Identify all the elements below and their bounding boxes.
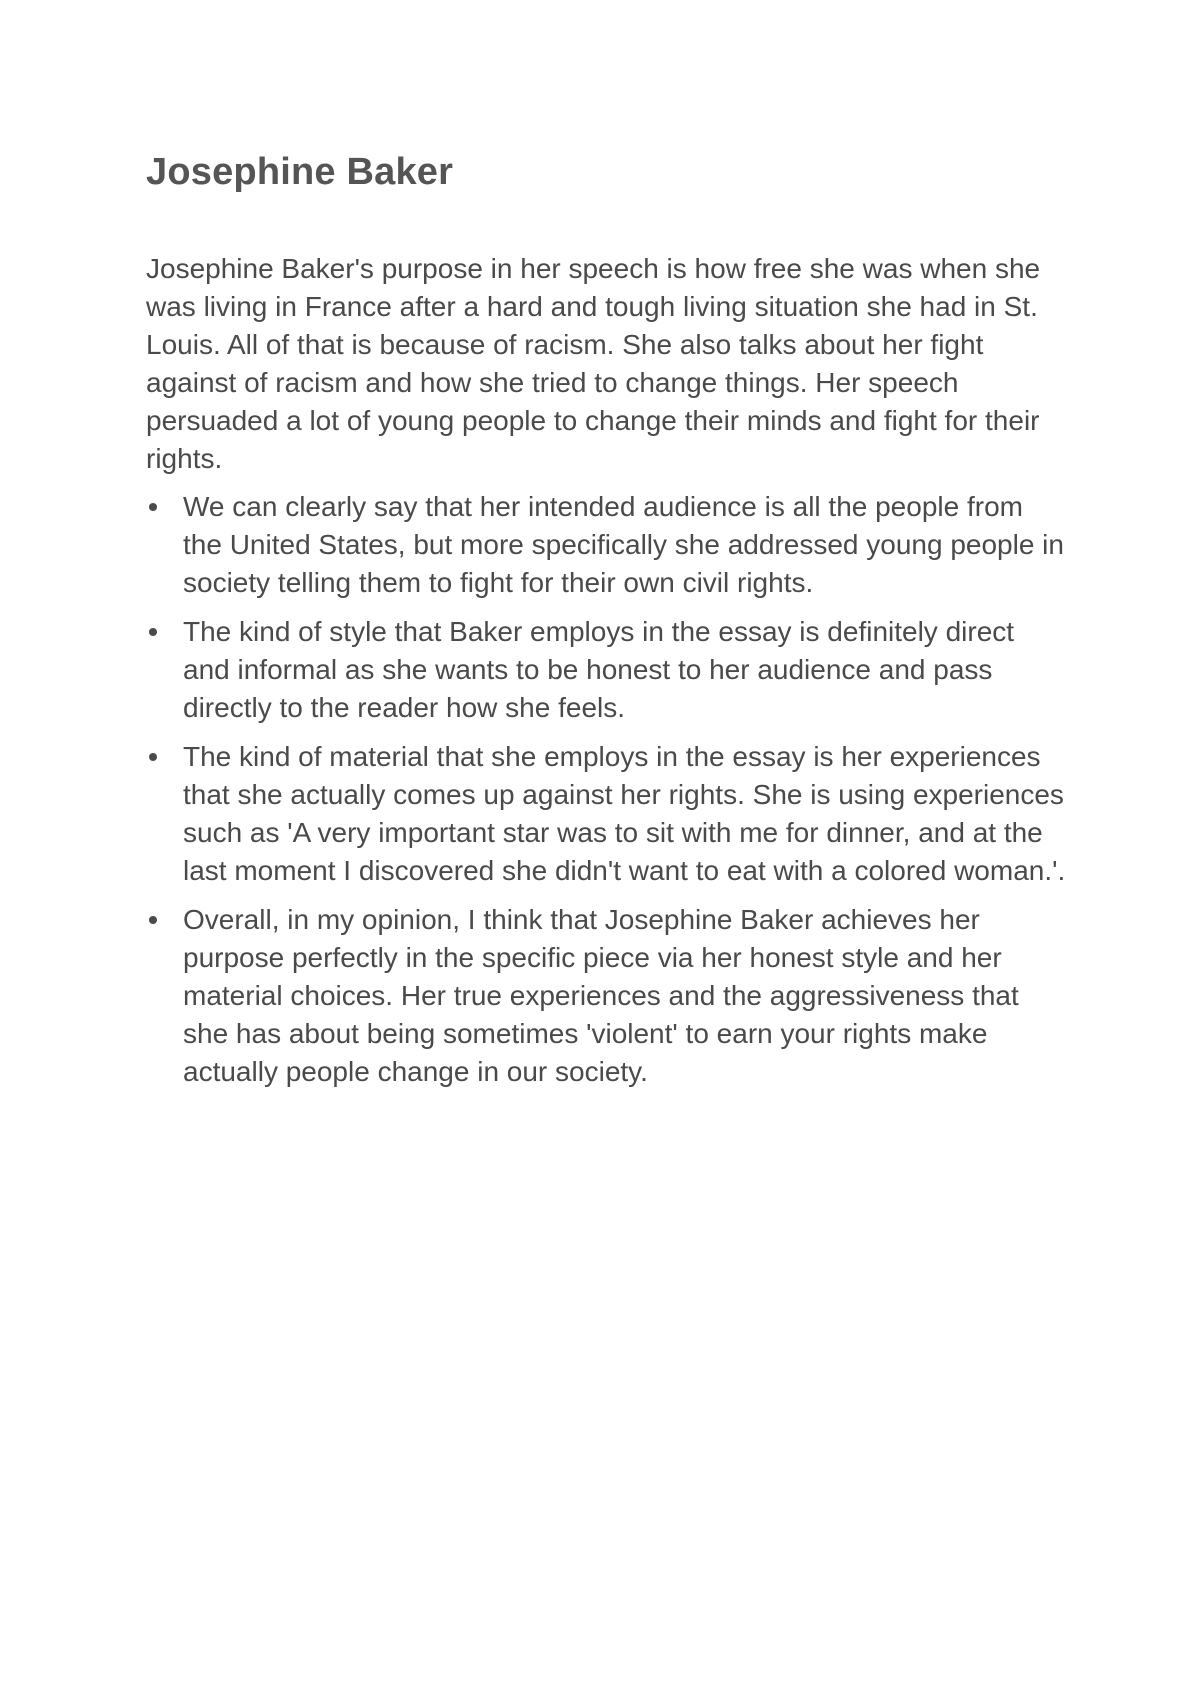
bullet-item	[146, 901, 1066, 1091]
bullet-dot-icon	[149, 916, 157, 924]
document-body	[146, 146, 1066, 1102]
bullet-item	[146, 738, 1066, 890]
bullet-dot-icon	[149, 503, 157, 511]
bullet-text: The kind of style that Baker employs in the essay is definitely direct and informal as she wants to be honest to her audience and pass directly to the reader how she feels.	[183, 616, 1015, 723]
document-title: Josephine Baker	[146, 151, 454, 193]
bullet-text: We can clearly say that her intended audience is all the people from the United States, but more specifically she addressed young people in society telling them to fight for their own civil rights.	[183, 491, 1064, 598]
bullet-text: The kind of material that she employs in the essay is her experiences that she actually comes up against her rights. She is using experiences such as 'A very important star was to sit with me for dinner, and at the last moment I discovered she didn't want to eat with a colored woman.'.	[183, 741, 1066, 886]
bullet-item	[146, 488, 1066, 602]
bullet-dot-icon	[149, 628, 157, 636]
bullet-list	[146, 488, 1066, 1091]
intro-paragraph: Josephine Baker's purpose in her speech is how free she was when she was living in France after a hard and tough living situation she had in St. Louis. All of that is because of racism. She also talks about her fight against of racism and how she tried to change things. Her speech persuaded a lot of young people to change their minds and fight for their rights.	[146, 253, 1041, 474]
bullet-dot-icon	[149, 753, 157, 761]
bullet-text: Overall, in my opinion, I think that Josephine Baker achieves her purpose perfectly in the specific piece via her honest style and her material choices. Her true experiences and the aggressiveness that she has about being sometimes 'violent' to earn your rights make actually people change in our society.	[183, 904, 1019, 1087]
bullet-item	[146, 613, 1066, 727]
